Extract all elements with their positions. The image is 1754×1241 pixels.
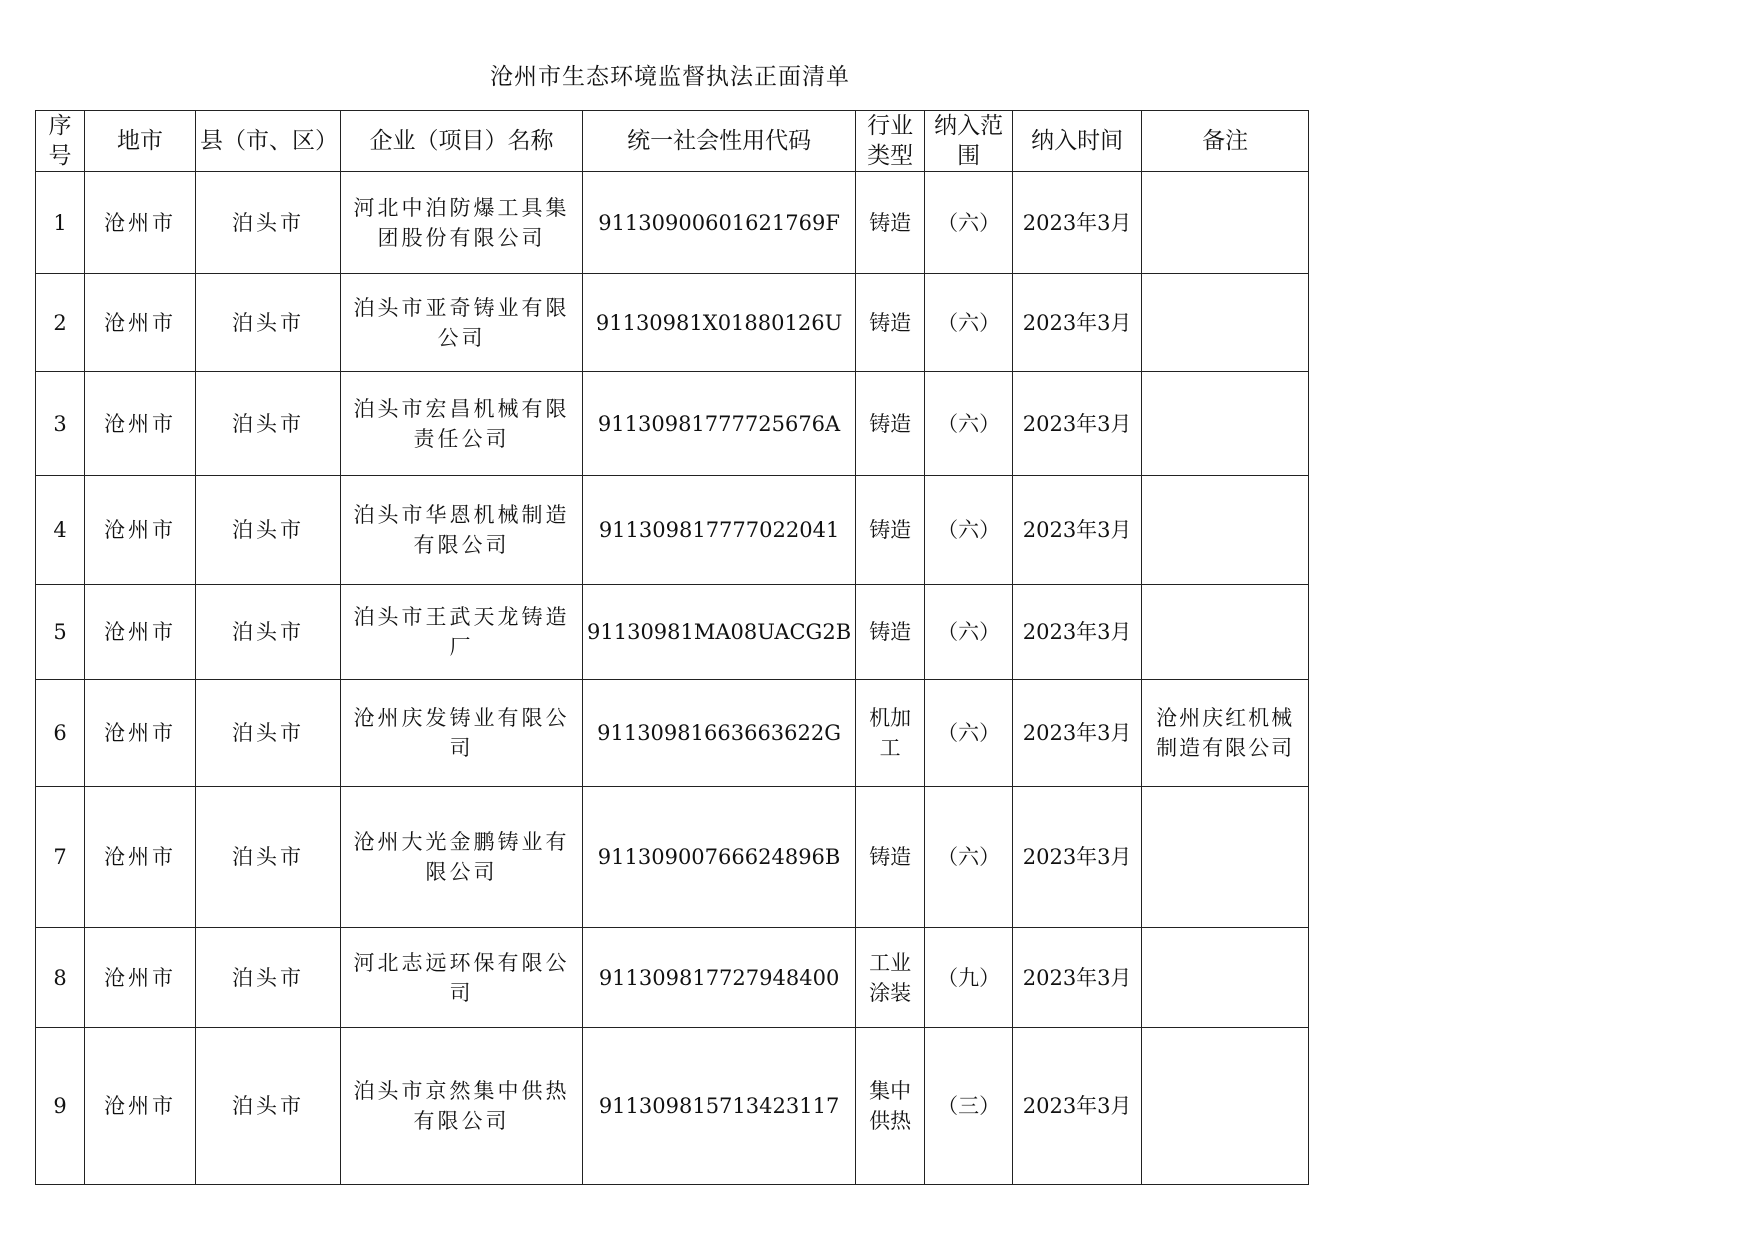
cell-note [1142, 372, 1309, 476]
table-row [36, 172, 1309, 274]
cell-note [1142, 274, 1309, 372]
cell-note [1142, 787, 1309, 928]
table-row [36, 372, 1309, 476]
cell-city: 沧州市 [85, 787, 196, 928]
cell-scope: （九） [925, 928, 1013, 1028]
cell-name: 沧州大光金鹏铸业有限公司 [341, 787, 583, 928]
cell-time: 2023年3月 [1013, 274, 1142, 372]
cell-city: 沧州市 [85, 680, 196, 787]
cell-city: 沧州市 [85, 928, 196, 1028]
cell-time: 2023年3月 [1013, 1028, 1142, 1185]
cell-time: 2023年3月 [1013, 372, 1142, 476]
cell-city: 沧州市 [85, 476, 196, 585]
cell-industry: 铸造 [856, 585, 925, 680]
cell-scope: （六） [925, 787, 1013, 928]
page-title: 沧州市生态环境监督执法正面清单 [490, 64, 850, 90]
table-row [36, 274, 1309, 372]
header-note: 备注 [1142, 111, 1309, 172]
cell-seq: 2 [36, 274, 85, 372]
cell-county: 泊头市 [196, 928, 341, 1028]
cell-industry: 工业涂装 [856, 928, 925, 1028]
cell-city: 沧州市 [85, 172, 196, 274]
header-time: 纳入时间 [1013, 111, 1142, 172]
cell-code: 91130981X01880126U [583, 274, 856, 372]
header-scope: 纳入范围 [925, 111, 1013, 172]
cell-seq: 5 [36, 585, 85, 680]
header-code: 统一社会性用代码 [583, 111, 856, 172]
cell-scope: （六） [925, 476, 1013, 585]
cell-name: 泊头市王武天龙铸造厂 [341, 585, 583, 680]
cell-scope: （六） [925, 274, 1013, 372]
cell-city: 沧州市 [85, 1028, 196, 1185]
cell-seq: 4 [36, 476, 85, 585]
cell-name: 泊头市京然集中供热有限公司 [341, 1028, 583, 1185]
cell-county: 泊头市 [196, 787, 341, 928]
cell-seq: 9 [36, 1028, 85, 1185]
cell-time: 2023年3月 [1013, 172, 1142, 274]
cell-name: 泊头市华恩机械制造有限公司 [341, 476, 583, 585]
table-row [36, 585, 1309, 680]
cell-industry: 铸造 [856, 172, 925, 274]
cell-city: 沧州市 [85, 372, 196, 476]
cell-scope: （六） [925, 680, 1013, 787]
enforcement-list-table [35, 110, 1309, 1185]
table-row [36, 787, 1309, 928]
cell-note [1142, 585, 1309, 680]
cell-scope: （六） [925, 172, 1013, 274]
cell-time: 2023年3月 [1013, 476, 1142, 585]
table-row [36, 476, 1309, 585]
header-city: 地市 [85, 111, 196, 172]
cell-county: 泊头市 [196, 172, 341, 274]
cell-seq: 3 [36, 372, 85, 476]
cell-name: 泊头市亚奇铸业有限公司 [341, 274, 583, 372]
cell-name: 泊头市宏昌机械有限责任公司 [341, 372, 583, 476]
cell-code: 91130981777725676A [583, 372, 856, 476]
cell-name: 沧州庆发铸业有限公司 [341, 680, 583, 787]
cell-code: 91130981663663622G [583, 680, 856, 787]
cell-seq: 6 [36, 680, 85, 787]
cell-code: 911309817777022041 [583, 476, 856, 585]
cell-name: 河北志远环保有限公司 [341, 928, 583, 1028]
cell-scope: （六） [925, 372, 1013, 476]
header-seq: 序号 [36, 111, 85, 172]
header-industry: 行业类型 [856, 111, 925, 172]
cell-industry: 机加工 [856, 680, 925, 787]
cell-code: 91130900601621769F [583, 172, 856, 274]
cell-city: 沧州市 [85, 274, 196, 372]
cell-industry: 铸造 [856, 372, 925, 476]
cell-industry: 铸造 [856, 787, 925, 928]
cell-seq: 8 [36, 928, 85, 1028]
cell-county: 泊头市 [196, 372, 341, 476]
cell-note [1142, 172, 1309, 274]
cell-seq: 7 [36, 787, 85, 928]
cell-county: 泊头市 [196, 585, 341, 680]
cell-code: 911309817727948400 [583, 928, 856, 1028]
cell-scope: （六） [925, 585, 1013, 680]
header-name: 企业（项目）名称 [341, 111, 583, 172]
table-row [36, 928, 1309, 1028]
cell-industry: 铸造 [856, 476, 925, 585]
cell-name: 河北中泊防爆工具集团股份有限公司 [341, 172, 583, 274]
cell-time: 2023年3月 [1013, 680, 1142, 787]
cell-note: 沧州庆红机械制造有限公司 [1142, 680, 1309, 787]
cell-note [1142, 928, 1309, 1028]
table-row [36, 1028, 1309, 1185]
cell-time: 2023年3月 [1013, 928, 1142, 1028]
cell-city: 沧州市 [85, 585, 196, 680]
cell-industry: 铸造 [856, 274, 925, 372]
cell-time: 2023年3月 [1013, 787, 1142, 928]
header-row [36, 111, 1309, 172]
cell-county: 泊头市 [196, 680, 341, 787]
cell-industry: 集中供热 [856, 1028, 925, 1185]
cell-county: 泊头市 [196, 274, 341, 372]
cell-scope: （三） [925, 1028, 1013, 1185]
table-row [36, 680, 1309, 787]
cell-note [1142, 476, 1309, 585]
cell-time: 2023年3月 [1013, 585, 1142, 680]
cell-seq: 1 [36, 172, 85, 274]
cell-code: 91130900766624896B [583, 787, 856, 928]
cell-county: 泊头市 [196, 1028, 341, 1185]
cell-note [1142, 1028, 1309, 1185]
header-county: 县（市、区） [196, 111, 341, 172]
cell-county: 泊头市 [196, 476, 341, 585]
cell-code: 91130981MA08UACG2B [583, 585, 856, 680]
cell-code: 911309815713423117 [583, 1028, 856, 1185]
